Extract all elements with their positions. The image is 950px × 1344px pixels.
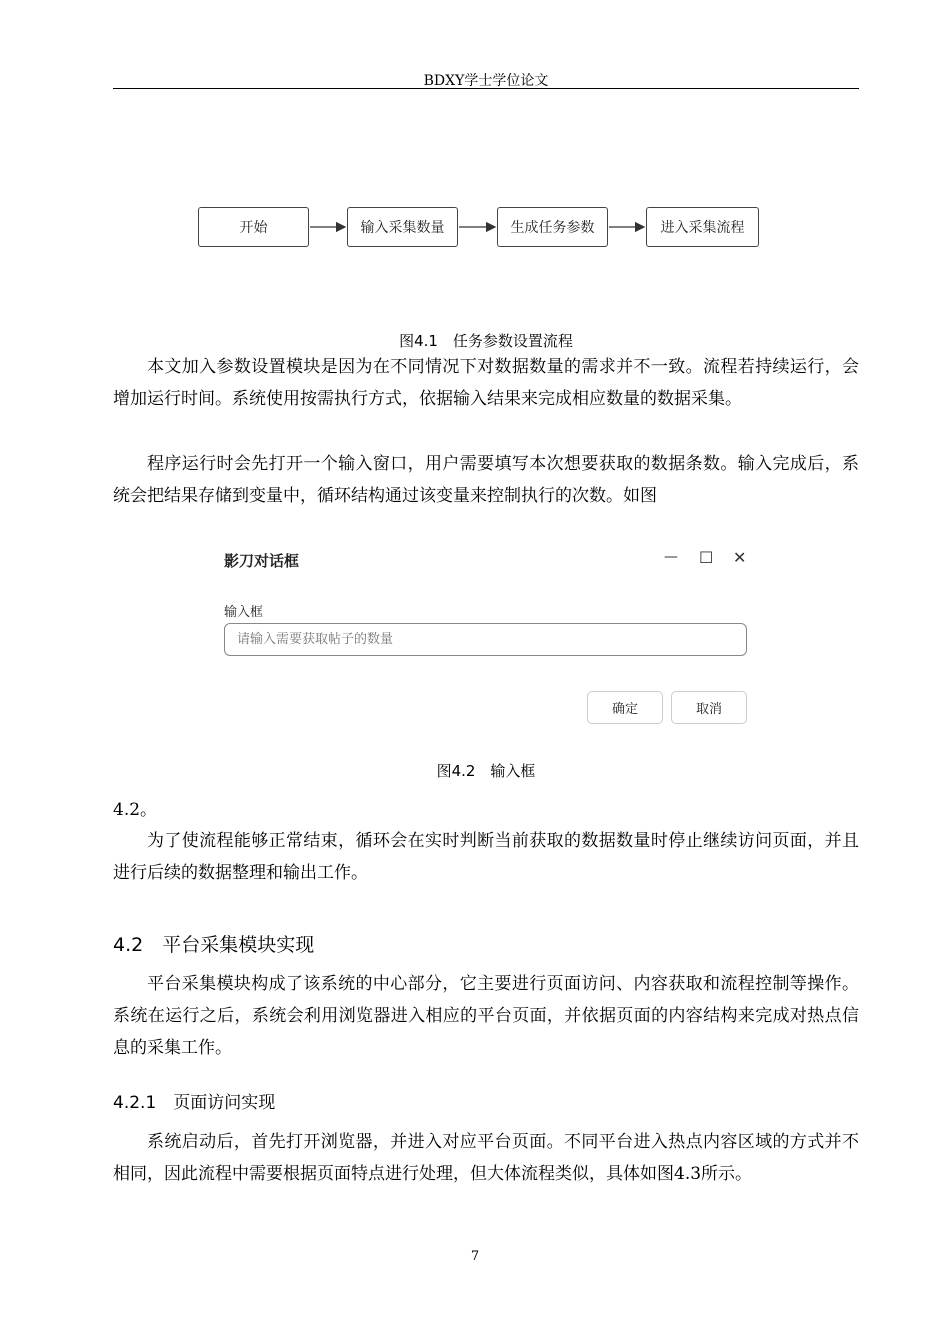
figure-4-2-caption: 图4.2 输入框 — [436, 762, 536, 780]
dialog-title: 影刀对话框 — [224, 552, 300, 570]
figure-4-1-caption: 图4.1 任务参数设置流程 — [399, 332, 573, 350]
paragraph-1: 本文加入参数设置模块是因为在不同情况下对数据数量的需求并不一致。流程若持续运行，会增加运行时间。系统使用按需执行方式，依据输入结果来完成相应数量的数据采集。 — [113, 357, 859, 409]
count-input[interactable] — [224, 623, 747, 656]
flow-step-start: 开始 — [198, 207, 309, 247]
running-header: BDXY学士学位论文 — [423, 73, 549, 89]
ok-button[interactable]: 确定 — [587, 691, 663, 724]
subsection-heading-4-2-1: 4.2.1 页面访问实现 — [113, 1093, 276, 1113]
paragraph-2: 程序运行时会先打开一个输入窗口，用户需要填写本次想要获取的数据条数。输入完成后，系统会把结果存储到变量中，循环结构通过该变量来控制执行的次数。如图 — [113, 454, 859, 506]
paragraph-5: 系统启动后，首先打开浏览器，并进入对应平台页面。不同平台进入热点内容区域的方式并不相同，因此流程中需要根据页面特点进行处理，但大体流程类似，具体如图4.3所示。 — [113, 1132, 859, 1184]
paragraph-4: 平台采集模块构成了该系统的中心部分，它主要进行页面访问、内容获取和流程控制等操作。系统在运行之后，系统会利用浏览器进入相应的平台页面，并依据页面的内容结构来完成对热点信息的采集工作。 — [113, 974, 859, 1058]
flow-step-enter-collection: 进入采集流程 — [646, 207, 759, 247]
section-heading-4-2: 4.2 平台采集模块实现 — [113, 934, 315, 956]
close-icon[interactable]: ✕ — [733, 548, 747, 567]
flow-step-input-count: 输入采集数量 — [347, 207, 458, 247]
maximize-icon[interactable]: ☐ — [699, 548, 714, 567]
input-field-label: 输入框 — [224, 605, 264, 620]
paragraph-2-continued: 4.2。 — [113, 800, 158, 820]
flow-step-generate-params: 生成任务参数 — [497, 207, 608, 247]
paragraph-3: 为了使流程能够正常结束，循环会在实时判断当前获取的数据数量时停止继续访问页面，并且进行后续的数据整理和输出工作。 — [113, 831, 859, 883]
page-number: 7 — [470, 1249, 480, 1264]
minimize-icon[interactable]: — — [664, 549, 678, 565]
flow-arrows — [0, 0, 950, 300]
cancel-button[interactable]: 取消 — [671, 691, 747, 724]
